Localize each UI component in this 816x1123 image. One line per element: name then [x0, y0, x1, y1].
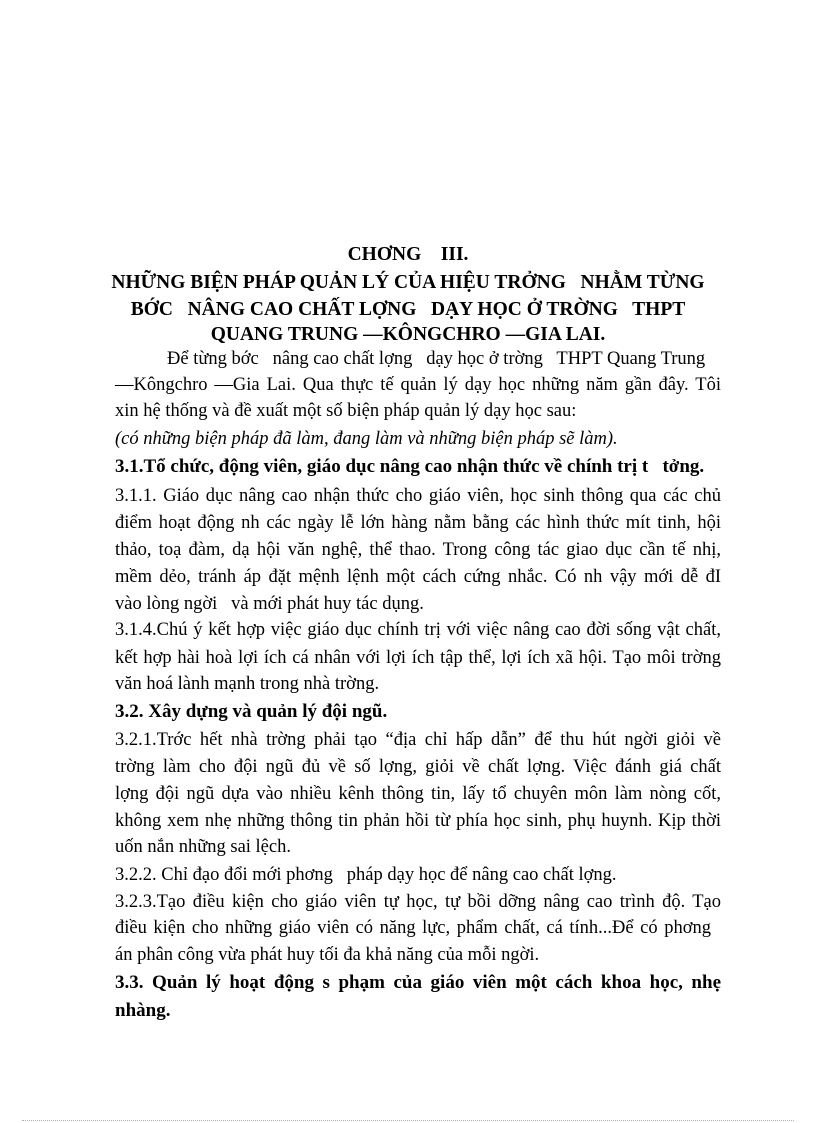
section-3-2-1-line-5: uốn nắn những sai lệch. [115, 837, 291, 857]
page-bottom-divider [22, 1120, 794, 1121]
section-3-1-1-line-1: 3.1.1. Giáo dục nâng cao nhận thức cho giáo viên, học sinh thông qua các chủ [115, 486, 721, 506]
section-3-2-1-line-1: 3.2.1.Trớc hết nhà trờng phải tạo “địa chỉ hấp dẫn” để thu hút ngời giỏi về [115, 730, 721, 750]
section-3-2-3-line-1: 3.2.3.Tạo điều kiện cho giáo viên tự học, tự bồi dỡng nâng cao trình độ. Tạo [115, 892, 721, 912]
section-3-2-1-line-2: trờng làm cho đội ngũ đủ về số lợng, giỏi về chất lợng. Việc đánh giá chất [115, 757, 721, 777]
section-3-1-1-line-5: vào lòng ngời và mới phát huy tác dụng. [115, 594, 424, 614]
intro-line-3: xin hệ thống và đề xuất một số biện pháp quản lý dạy học sau: [115, 401, 577, 421]
section-3-2-1-line-4: không xem nhẹ những thông tin phản hồi từ phía học sinh, phụ huynh. Kịp thời [115, 811, 721, 831]
section-3-1-1-line-4: mềm dẻo, tránh áp đặt mệnh lệnh một cách cứng nhắc. Có nh vậy mới dễ đI [115, 567, 721, 587]
chapter-number: CHƠNG III. [347, 244, 469, 265]
chapter-title-line-1: NHỮNG BIỆN PHÁP QUẢN LÝ CỦA HIỆU TRỞNG NHẰM TỪNG [111, 272, 705, 293]
section-3-2-3-line-2: điều kiện cho những giáo viên có năng lực, phẩm chất, cá tính...Để có phơng [115, 918, 711, 938]
section-3-1-4-line-3: văn hoá lành mạnh trong nhà trờng. [115, 674, 380, 694]
section-3-1-1-line-2: điểm hoạt động nh các ngày lễ lớn hàng nằm bằng các hình thức mít tinh, hội [115, 513, 721, 533]
section-3-1-heading: 3.1.Tổ chức, động viên, giáo dục nâng cao nhận thức về chính trị t tởng. [115, 456, 705, 477]
section-3-2-2: 3.2.2. Chỉ đạo đổi mới phơng pháp dạy học để nâng cao chất lợng. [115, 865, 617, 885]
chapter-title-line-3: QUANG TRUNG —KÔNGCHRO —GIA LAI. [210, 324, 606, 345]
section-3-2-1-line-3: lợng đội ngũ dựa vào nhiều kênh thông tin, lấy tổ chuyên môn làm nòng cốt, [115, 784, 721, 804]
section-3-2-heading: 3.2. Xây dựng và quản lý đội ngũ. [115, 701, 388, 722]
intro-line-1: Để từng bớc nâng cao chất lợng dạy học ở trờng THPT Quang Trung [167, 349, 706, 369]
section-3-2-3-line-3: án phân công vừa phát huy tối đa khả năng của mỗi ngời. [115, 945, 540, 965]
section-3-1-1-line-3: thảo, toạ đàm, dạ hội văn nghệ, thể thao. Trong công tác giao dục cần tế nhị, [115, 540, 721, 560]
section-3-1-4-line-1: 3.1.4.Chú ý kết hợp việc giáo dục chính trị với việc nâng cao đời sống vật chất, [115, 620, 721, 640]
chapter-title-line-2: BỚC NÂNG CAO CHẤT LỢNG DẠY HỌC Ở TRỜNG THPT [130, 299, 686, 320]
intro-note: (có những biện pháp đã làm, đang làm và những biện pháp sẽ làm). [115, 429, 618, 449]
section-3-3-heading-line-2: nhàng. [115, 1000, 171, 1021]
intro-line-2: —Kôngchro —Gia Lai. Qua thực tế quản lý dạy học những năm gần đây. Tôi [115, 375, 721, 395]
section-3-1-4-line-2: kết hợp hài hoà lợi ích cá nhân với lợi ích tập thể, lợi ích xã hội. Tạo môi trờng [115, 648, 721, 668]
section-3-3-heading-line-1: 3.3. Quản lý hoạt động s phạm của giáo viên một cách khoa học, nhẹ [115, 972, 721, 993]
